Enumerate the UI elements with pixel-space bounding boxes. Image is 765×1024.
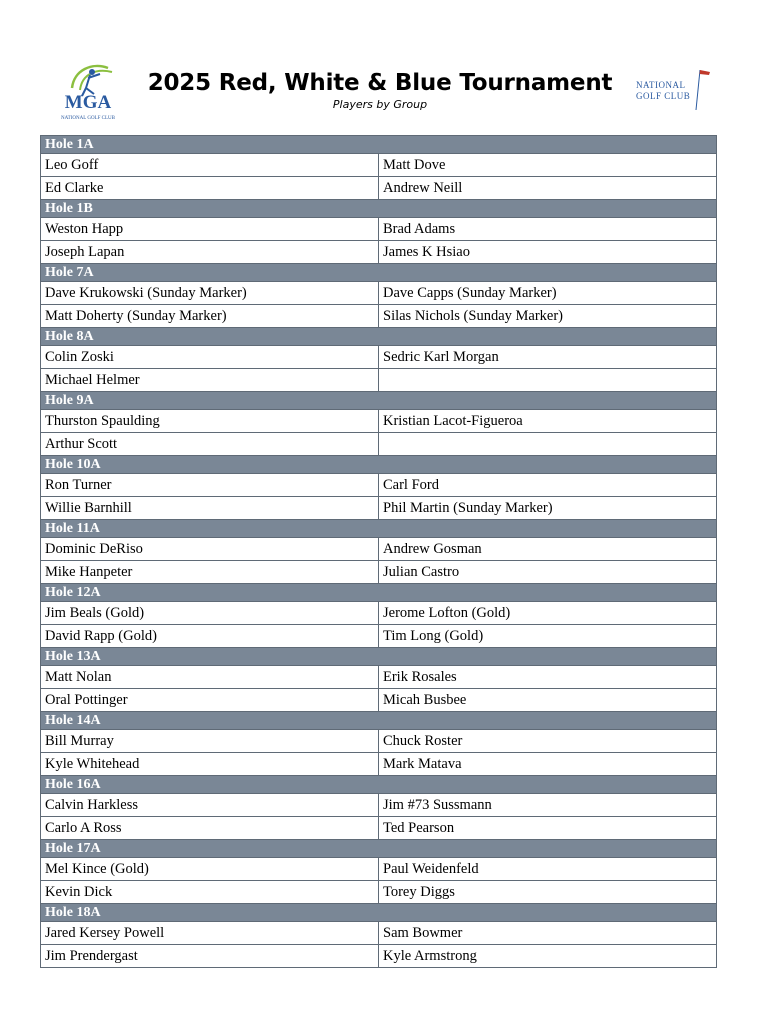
player-cell: Andrew Gosman	[379, 538, 717, 561]
player-row	[41, 730, 717, 753]
player-cell: Chuck Roster	[379, 730, 717, 753]
player-row	[41, 369, 717, 392]
player-cell: Arthur Scott	[41, 433, 379, 456]
player-row	[41, 602, 717, 625]
mga-logo-text: MGA	[64, 92, 112, 113]
hole-label: Hole 10A	[41, 456, 717, 474]
player-cell: Matt Doherty (Sunday Marker)	[41, 305, 379, 328]
player-cell: Michael Helmer	[41, 369, 379, 392]
player-row	[41, 858, 717, 881]
player-cell: Matt Dove	[379, 154, 717, 177]
player-row	[41, 922, 717, 945]
player-cell: Carl Ford	[379, 474, 717, 497]
player-cell: Ed Clarke	[41, 177, 379, 200]
player-cell: Julian Castro	[379, 561, 717, 584]
player-cell: Ted Pearson	[379, 817, 717, 840]
player-row	[41, 433, 717, 456]
player-cell: Sedric Karl Morgan	[379, 346, 717, 369]
player-cell: Kristian Lacot-Figueroa	[379, 410, 717, 433]
player-cell: Thurston Spaulding	[41, 410, 379, 433]
hole-label: Hole 12A	[41, 584, 717, 602]
player-row	[41, 666, 717, 689]
player-cell: Phil Martin (Sunday Marker)	[379, 497, 717, 520]
player-row	[41, 218, 717, 241]
player-row	[41, 689, 717, 712]
hole-label: Hole 1A	[41, 136, 717, 154]
player-cell: David Rapp (Gold)	[41, 625, 379, 648]
group-header-row	[41, 136, 717, 154]
group-header-row	[41, 200, 717, 218]
national-golf-club-logo	[634, 66, 712, 112]
group-header-row	[41, 712, 717, 730]
player-cell: Micah Busbee	[379, 689, 717, 712]
player-cell: Dave Capps (Sunday Marker)	[379, 282, 717, 305]
player-row	[41, 753, 717, 776]
player-row	[41, 497, 717, 520]
player-cell: Bill Murray	[41, 730, 379, 753]
player-row	[41, 561, 717, 584]
group-header-row	[41, 648, 717, 666]
page-subtitle: Players by Group	[332, 98, 428, 111]
player-cell: Calvin Harkless	[41, 794, 379, 817]
player-cell: Matt Nolan	[41, 666, 379, 689]
player-cell: Jim Beals (Gold)	[41, 602, 379, 625]
player-row	[41, 625, 717, 648]
group-header-row	[41, 584, 717, 602]
player-cell: Joseph Lapan	[41, 241, 379, 264]
player-row	[41, 177, 717, 200]
player-cell: Carlo A Ross	[41, 817, 379, 840]
player-row	[41, 410, 717, 433]
player-row	[41, 474, 717, 497]
player-row	[41, 241, 717, 264]
hole-label: Hole 14A	[41, 712, 717, 730]
player-row	[41, 282, 717, 305]
player-cell: Willie Barnhill	[41, 497, 379, 520]
hole-label: Hole 1B	[41, 200, 717, 218]
player-row	[41, 346, 717, 369]
player-cell: Colin Zoski	[41, 346, 379, 369]
group-header-row	[41, 392, 717, 410]
player-cell: Dave Krukowski (Sunday Marker)	[41, 282, 379, 305]
ngc-logo-line1: NATIONAL	[636, 80, 686, 90]
player-cell: James K Hsiao	[379, 241, 717, 264]
group-header-row	[41, 840, 717, 858]
mga-logo-subtext: NATIONAL GOLF CLUB	[61, 116, 115, 121]
hole-label: Hole 11A	[41, 520, 717, 538]
group-header-row	[41, 904, 717, 922]
mga-logo	[52, 58, 124, 122]
player-row	[41, 305, 717, 328]
player-cell: Mel Kince (Gold)	[41, 858, 379, 881]
player-cell: Sam Bowmer	[379, 922, 717, 945]
player-cell: Ron Turner	[41, 474, 379, 497]
player-row	[41, 154, 717, 177]
group-header-row	[41, 264, 717, 282]
group-header-row	[41, 328, 717, 346]
hole-label: Hole 8A	[41, 328, 717, 346]
hole-label: Hole 18A	[41, 904, 717, 922]
group-header-row	[41, 520, 717, 538]
player-row	[41, 945, 717, 968]
player-cell: Dominic DeRiso	[41, 538, 379, 561]
player-cell: Erik Rosales	[379, 666, 717, 689]
hole-label: Hole 16A	[41, 776, 717, 794]
player-cell	[379, 433, 717, 456]
player-cell: Silas Nichols (Sunday Marker)	[379, 305, 717, 328]
group-header-row	[41, 456, 717, 474]
player-cell: Kyle Whitehead	[41, 753, 379, 776]
page-title: 2025 Red, White & Blue Tournament	[147, 70, 613, 96]
player-cell: Oral Pottinger	[41, 689, 379, 712]
player-cell: Jim Prendergast	[41, 945, 379, 968]
player-cell: Brad Adams	[379, 218, 717, 241]
player-row	[41, 794, 717, 817]
player-row	[41, 538, 717, 561]
player-cell: Tim Long (Gold)	[379, 625, 717, 648]
hole-label: Hole 13A	[41, 648, 717, 666]
player-cell: Torey Diggs	[379, 881, 717, 904]
player-cell: Jared Kersey Powell	[41, 922, 379, 945]
player-row	[41, 817, 717, 840]
player-cell: Jerome Lofton (Gold)	[379, 602, 717, 625]
player-row	[41, 881, 717, 904]
player-cell: Leo Goff	[41, 154, 379, 177]
player-cell: Mark Matava	[379, 753, 717, 776]
player-cell: Weston Happ	[41, 218, 379, 241]
player-cell: Andrew Neill	[379, 177, 717, 200]
hole-label: Hole 17A	[41, 840, 717, 858]
ngc-logo-line2: GOLF CLUB	[636, 91, 691, 101]
player-cell: Jim #73 Sussmann	[379, 794, 717, 817]
page-header	[0, 0, 765, 130]
hole-label: Hole 9A	[41, 392, 717, 410]
group-header-row	[41, 776, 717, 794]
player-cell: Mike Hanpeter	[41, 561, 379, 584]
player-cell: Kyle Armstrong	[379, 945, 717, 968]
hole-label: Hole 7A	[41, 264, 717, 282]
players-by-group-table	[40, 135, 717, 968]
player-cell: Kevin Dick	[41, 881, 379, 904]
player-cell	[379, 369, 717, 392]
player-cell: Paul Weidenfeld	[379, 858, 717, 881]
